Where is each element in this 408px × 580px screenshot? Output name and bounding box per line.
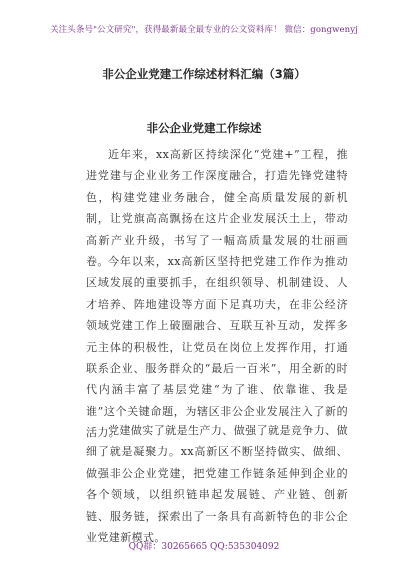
paragraph-3: 党建做实了就是生产力、做强了就是竞争力、做细了就是凝聚力。xx高新区不断坚持做实、做细、做强非公企业党建，把党建工作链条延伸到企业的各个领域，以组织链串起发展链、产业链、创新链、服务链，探索出了一条具有高新特色的非公企业党建新模式。 xyxy=(86,424,348,545)
paragraph-2: 今年以来，xx高新区坚持把党建工作作为推动区域发展的重要抓手，在组织领导、机制建设、人才培养、阵地建设等方面下足真功夫，在非公经济领域党建工作上破圈融合、互联互补互动，发挥多元主体的积极性，让党员在岗位上发挥作用，打通联系企业、服务群众的“最后一百米”，用全新的时代内涵丰富了基层党建“为了谁、依靠谁、我是谁”这个关键命题，为辖区非公企业发展注入了新的活力。 xyxy=(86,255,348,440)
section-title: 非公企业党建工作综述 xyxy=(146,121,262,135)
header-banner: 关注头条号"公文研究"，获得最新最全最专业的公文资料库！ 微信：gongwenyj xyxy=(50,25,358,35)
document-title: 非公企业党建工作综述材料汇编（3篇） xyxy=(102,67,306,81)
footer-contact: QQ群：30265665 QQ:535304092 xyxy=(128,542,280,552)
paragraph-1: 近年来，xx高新区持续深化“党建+”工程，推进党建与企业业务工作深度融合，打造先锋党建特色，构建党建业务融合，健全高质量发展的新机制，让党旗高高飘扬在这片企业发展沃土上，带动高新产业升级，书写了一幅高质量发展的壮丽画卷。 xyxy=(86,148,348,269)
